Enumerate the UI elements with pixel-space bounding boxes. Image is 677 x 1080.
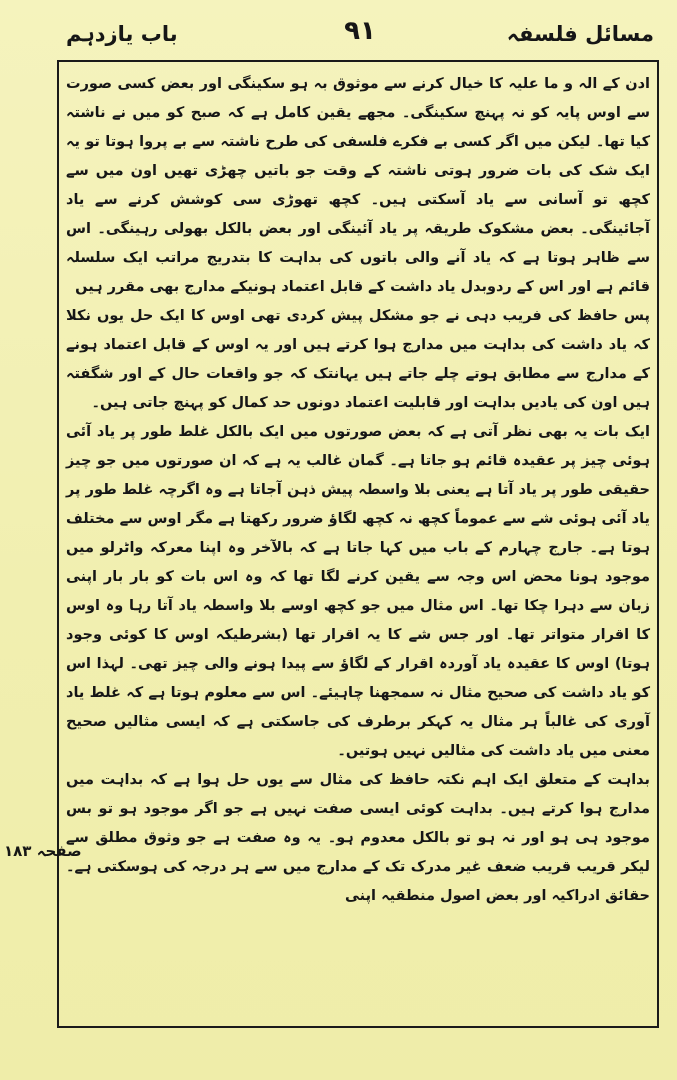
page-header — [60, 18, 660, 58]
page-number: ۹۱ — [344, 16, 376, 46]
paragraph: پس حافظ کی فریب دہی نے جو مشکل پیش کردی تھی اوس کا ایک حل یوں نکلا کہ یاد داشت کی بداہت میں مدارج ہوا کرتے ہیں اور یہ اوس کے قابل اعتماد ہونے کے مدارج سے مطابق ہوتے چلے جاتے ہیں یہانتک کہ جو واقعات حال کے اور شگفتہ ہیں اون کی یادیں بداہت اور قابلیت اعتماد دونوں حد کمال کو پہنچ جاتی ہیں۔ — [66, 308, 650, 411]
paragraph: ایک بات یہ بھی نظر آتی ہے کہ بعض صورتوں میں ایک بالکل غلط طور پر یاد آئی ہوئی چیز پر عقیدہ قائم ہو جاتا ہے۔ گمان غالب یہ ہے کہ ان صورتوں میں جو چیز حقیقی طور پر یاد آتا ہے یعنی بلا واسطہ پیش ذہن آجاتا ہے وہ اگرچہ غلط طور پر یاد آئی ہوئی شے سے عموماً کچھ نہ کچھ لگاؤ ضرور رکھتا ہے مگر اوس سے مختلف ہوتا ہے۔ جارج چہارم کے باب میں کہا جاتا ہے کہ بالآخر وہ اپنا معرکہ واٹرلو میں موجود ہونا محض اس وجہ سے یقین کرنے لگا تھا کہ وہ اس بات کو بار بار اپنی زبان سے دہرا چکا تھا۔ اس مثال میں جو کچھ اوسے بلا واسطہ یاد آتا رہا وہ اوس کا اقرار متواتر تھا۔ اور جس شے کا یہ اقرار تھا (بشرطیکہ اوس کا کوئی وجود ہوتا) اوس کا عقیدہ یاد آوردہ اقرار کے لگاؤ سے پیدا ہونے والی چیز تھی۔ لہذا اس کو یاد داشت کی صحیح مثال نہ سمجھنا چاہیئے۔ اس سے معلوم ہوتا ہے کہ غلط یاد آوری کی غالباً ہر مثال یہ کہکر برطرف کی جاسکتی ہے کہ ایسی مثالیں صحیح معنی میں یاد داشت کی مثالیں نہیں ہوتیں۔ — [66, 424, 650, 759]
margin-page-reference: صفحہ ۱۸۳ — [4, 842, 82, 860]
chapter-title: باب یازدہم — [66, 22, 178, 46]
text-body — [66, 70, 650, 911]
paragraph: بداہت کے متعلق ایک اہم نکتہ حافظ کی مثال سے یوں حل ہوا ہے کہ بداہت میں مدارج ہوا کرتے ہیں۔ بداہت کوئی ایسی صفت نہیں ہے جو اگر موجود ہو تو بس موجود ہی ہو اور نہ ہو تو بالکل معدوم ہو۔ یہ وہ صفت ہے جو وثوق مطلق سے لیکر قریب قریب ضعف غیر مدرک تک کے مدارج میں سے ہر درجہ کی ہوسکتی ہے۔ حقائق ادراکیہ اور بعض اصول منطقیہ اپنی — [66, 772, 650, 904]
paragraph: ادن کے الہ و ما علیہ کا خیال کرنے سے موثوق بہ ہو سکینگی اور بعض کسی صورت سے اوس پایہ کو نہ پہنچ سکینگی۔ مجھے یقین کامل ہے کہ صبح کو میں نے ناشتہ کیا تھا۔ لیکن میں اگر کسی بے فکرے فلسفی کی طرح ناشتہ سے بے پروا ہوتا تو یہ ایک شک کی بات ضرور ہوتی ناشتہ کے وقت جو باتیں چھڑی تھیں اون میں سے کچھ تو آسانی سے یاد آسکتی ہیں۔ کچھ تھوڑی سی کوشش کرنے سے یاد آجائینگی۔ بعض مشکوک طریقہ پر یاد آئینگی اور بعض بالکل بھولی رہینگی۔ اس سے ظاہر ہوتا ہے کہ یاد آنے والی باتوں کی بداہت کا بتدریج مراتب ایک سلسلہ قائم ہے اور اس کے ردوبدل یاد داشت کے قابل اعتماد ہونیکے مدارج بھی مقرر ہیں — [66, 76, 650, 295]
book-title: مسائل فلسفہ — [506, 22, 654, 46]
